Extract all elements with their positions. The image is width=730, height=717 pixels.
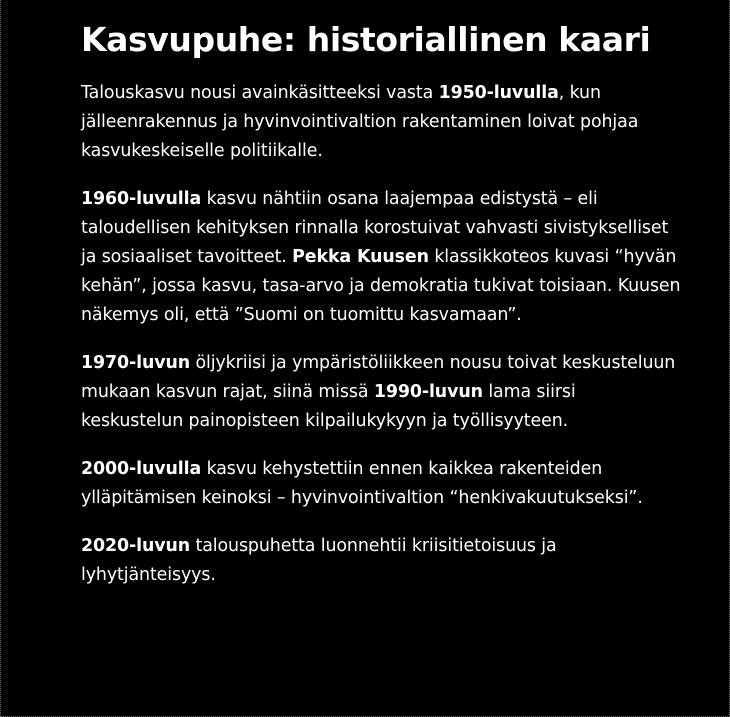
highlight-pekka-kuusen: Pekka Kuusen [292, 247, 429, 267]
text-segment: Talouskasvu nousi avainkäsitteeksi vasta [81, 83, 439, 103]
paragraph-1950s [81, 79, 681, 166]
text-segment: kasvu nähtiin osana laajempaa edistystä – eli taloudellisen kehityksen rinnalla korostuivat vahvasti sivistykselliset ja sosiaaliset tavoitteet. [81, 189, 669, 267]
paragraph-1970s-1990s [81, 349, 681, 436]
highlight-1960-luvulla: 1960-luvulla [81, 189, 202, 209]
highlight-1970-luvun: 1970-luvun [81, 353, 191, 373]
text-segment: öljykriisi ja ympäristöliikkeen nousu toivat keskusteluun mukaan kasvun rajat, siinä missä [81, 353, 676, 402]
highlight-1990-luvun: 1990-luvun [373, 382, 483, 402]
paragraph-1960s [81, 185, 681, 330]
text-segment: klassikkoteos kuvasi “hyvän kehän”, jossa kasvu, tasa-arvo ja demokratia tukivat toisiaan. Kuusen näkemys oli, että ”Suomi on tuomittu kasvamaan”. [81, 247, 681, 325]
text-segment: lama siirsi keskustelun painopisteen kilpailukykyyn ja työllisyyteen. [81, 382, 576, 431]
highlight-2020-luvun: 2020-luvun [81, 536, 191, 556]
highlight-2000-luvulla: 2000-luvulla [81, 459, 202, 479]
article-title: Kasvupuhe: historiallinen kaari [81, 20, 651, 59]
text-segment: kasvu kehystettiin ennen kaikkea rakenteiden ylläpitämisen keinoksi – hyvinvointivaltion “henkivakuutukseksi”. [81, 459, 643, 508]
paragraph-2000s [81, 455, 681, 513]
paragraph-2020s [81, 532, 681, 590]
article [81, 18, 681, 609]
text-segment: talouspuhetta luonnehtii kriisitietoisuus ja lyhytjänteisyys. [81, 536, 557, 585]
text-segment: , kun jälleenrakennus ja hyvinvointivaltion rakentaminen loivat pohjaa kasvukeskeiselle politiikalle. [81, 83, 639, 161]
highlight-1950-luvulla: 1950-luvulla [438, 83, 559, 103]
